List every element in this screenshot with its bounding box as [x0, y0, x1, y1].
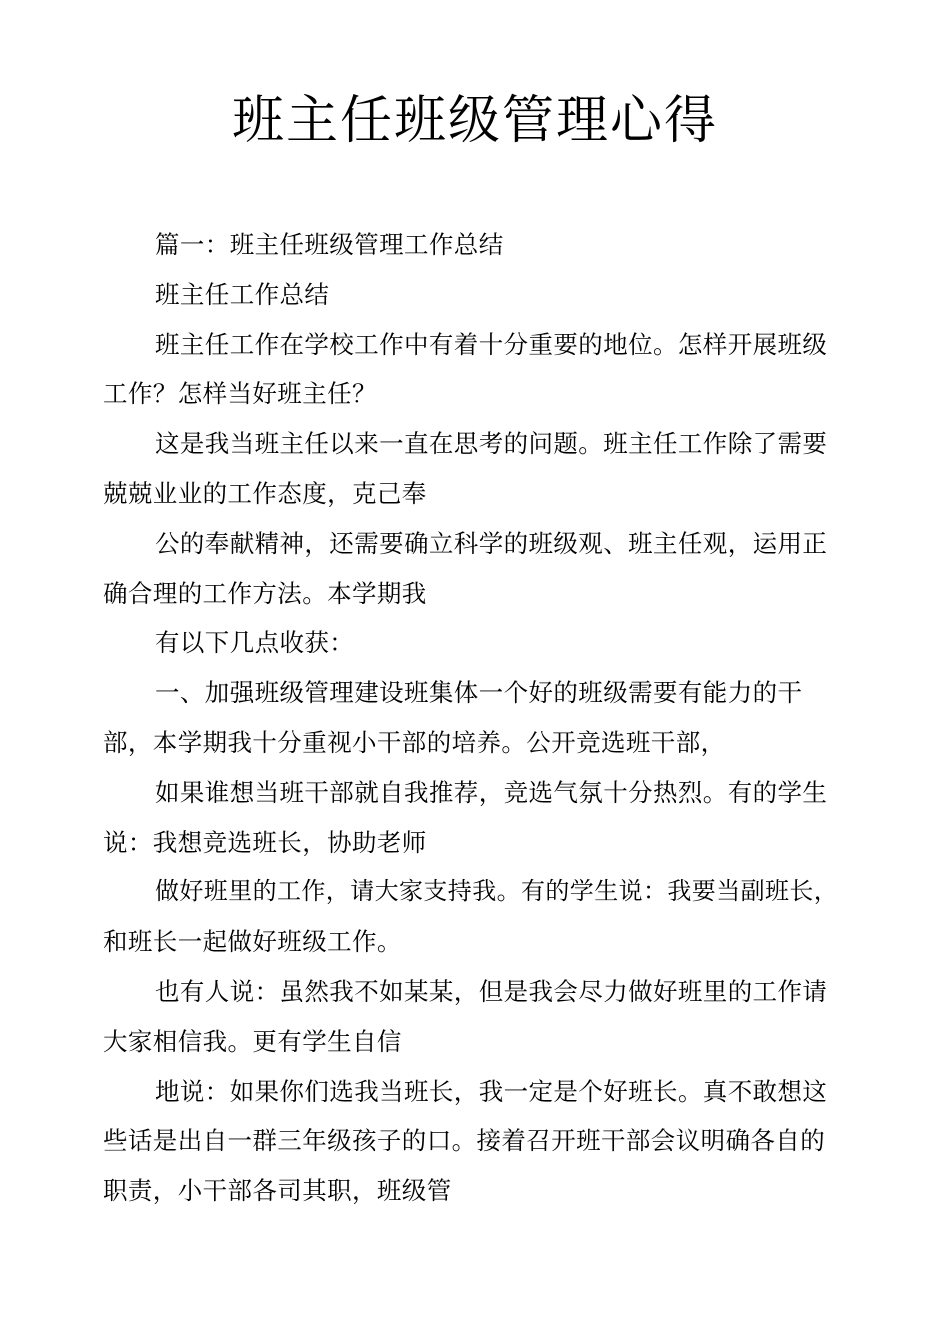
text-line: 职责，小干部各司其职，班级管 [103, 1176, 452, 1206]
text-line: 公的奉献精神，还需要确立科学的班级观、班主任观，运用正 [155, 528, 828, 558]
text-line: 大家相信我。更有学生自信 [103, 1026, 402, 1056]
document-body [103, 220, 848, 1216]
text-line: 部，本学期我十分重视小干部的培养。公开竞选班干部， [103, 727, 726, 757]
text-line: 和班长一起做好班级工作。 [103, 927, 402, 957]
text-line: 有以下几点收获： [155, 628, 355, 658]
text-line: 确合理的工作方法。本学期我 [103, 578, 427, 608]
text-line: 这是我当班主任以来一直在思考的问题。班主任工作除了需要 [155, 429, 828, 459]
text-line: 工作？怎样当好班主任？ [103, 379, 377, 409]
text-line: 班主任工作总结 [155, 279, 330, 309]
document-title: 班主任班级管理心得 [231, 91, 718, 151]
text-line: 兢兢业业的工作态度，克己奉 [103, 478, 427, 508]
text-line: 也有人说：虽然我不如某某，但是我会尽力做好班里的工作请 [155, 976, 828, 1006]
text-line: 一、加强班级管理建设班集体一个好的班级需要有能力的干 [155, 678, 803, 708]
text-line: 篇一：班主任班级管理工作总结 [155, 230, 504, 259]
text-line: 地说：如果你们选我当班长，我一定是个好班长。真不敢想这 [155, 1076, 828, 1106]
text-line: 如果谁想当班干部就自我推荐，竞选气氛十分热烈。有的学生 [155, 777, 828, 807]
text-line: 些话是出自一群三年级孩子的口。接着召开班干部会议明确各自的 [103, 1126, 826, 1156]
text-line: 做好班里的工作，请大家支持我。有的学生说：我要当副班长， [155, 877, 839, 906]
text-line: 班主任工作在学校工作中有着十分重要的地位。怎样开展班级 [155, 329, 828, 359]
text-line: 说：我想竞选班长，协助老师 [103, 827, 427, 857]
